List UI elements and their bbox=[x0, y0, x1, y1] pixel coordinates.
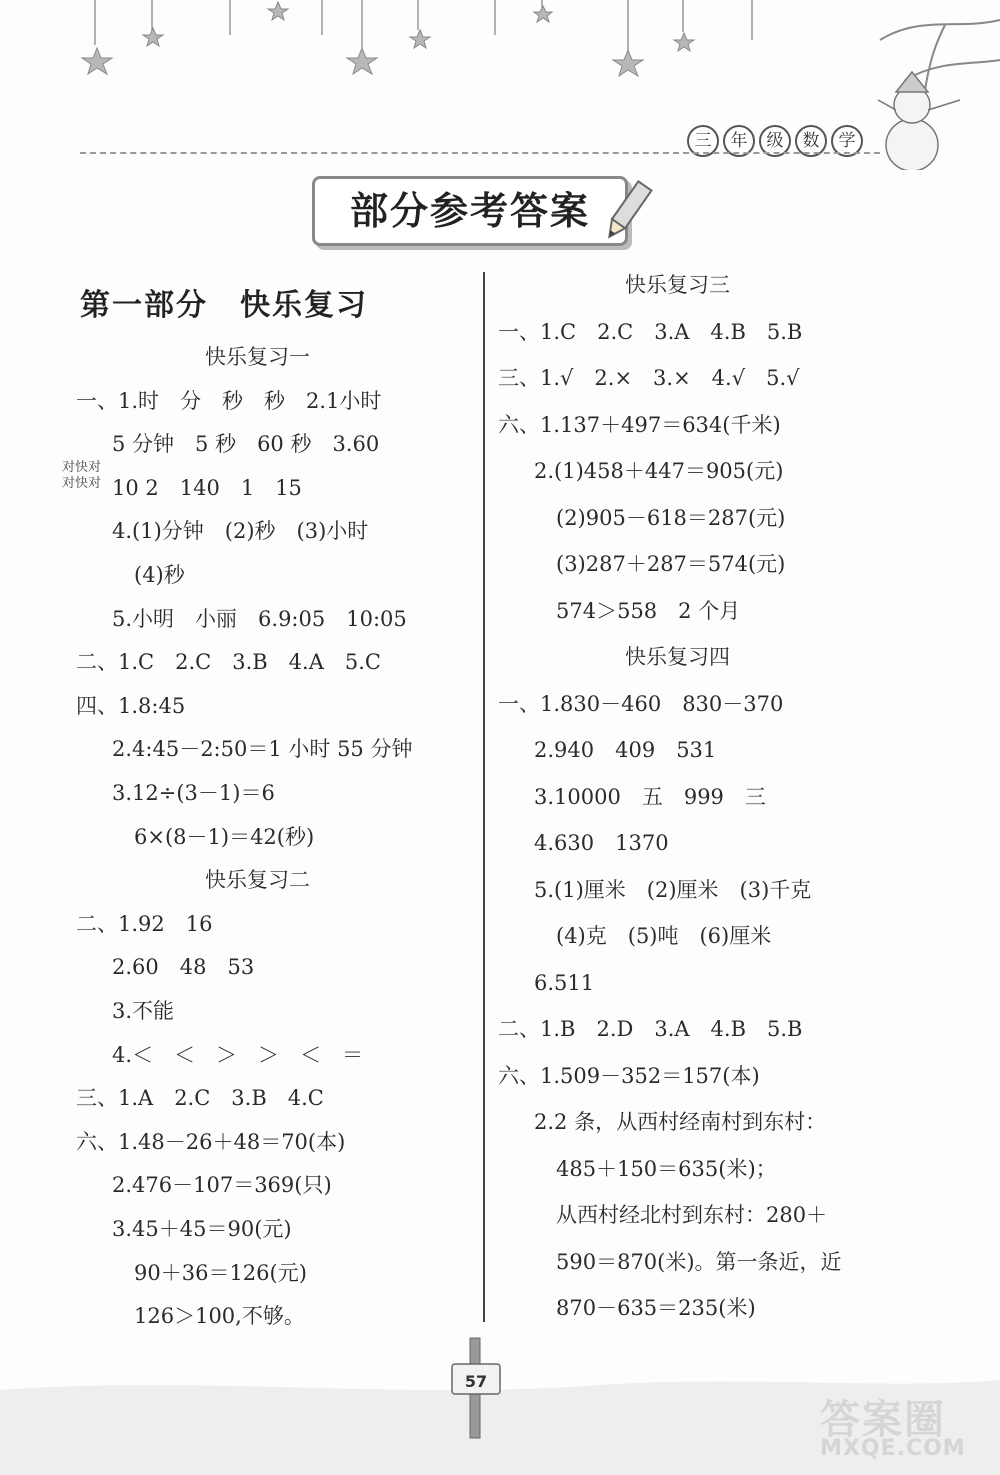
answer-line: 90＋36＝126(元) bbox=[134, 1260, 307, 1285]
answer-line: 六、1.509－352＝157(本) bbox=[498, 1063, 760, 1088]
answer-line: 485＋150＝635(米)； bbox=[556, 1156, 777, 1181]
answer-line: 4.(1)分钟 (2)秒 (3)小时 bbox=[112, 519, 369, 544]
answer-line: 3.10000 五 999 三 bbox=[534, 784, 766, 809]
section-heading: 快乐复习一 bbox=[205, 345, 310, 369]
answer-line: 2.4:45－2:50＝1 小时 55 分钟 bbox=[112, 737, 413, 762]
answer-line: 三、1.√ 2.× 3.× 4.√ 5.√ bbox=[498, 366, 800, 390]
badge-char: 年 bbox=[723, 125, 755, 157]
answer-line: 2.60 48 53 bbox=[112, 955, 255, 980]
section-heading: 快乐复习三 bbox=[625, 273, 730, 297]
answer-line: 二、1.B 2.D 3.A 4.B 5.B bbox=[498, 1017, 803, 1041]
answer-line: 一、1.830－460 830－370 bbox=[498, 691, 784, 716]
answer-line: 10 2 140 1 15 bbox=[112, 475, 302, 500]
column-divider bbox=[483, 272, 485, 1322]
answer-line: (4)克 (5)吨 (6)厘米 bbox=[556, 924, 772, 948]
answer-line: 2.2 条，从西村经南村到东村： bbox=[534, 1110, 827, 1134]
watermark-logo: 答案圈 bbox=[820, 1397, 946, 1443]
answer-line: 2.940 409 531 bbox=[534, 738, 717, 762]
answer-line: 二、1.C 2.C 3.B 4.A 5.C bbox=[76, 650, 381, 675]
answer-line: 3.不能 bbox=[112, 999, 175, 1023]
pencil-icon bbox=[598, 178, 654, 248]
section-heading: 快乐复习四 bbox=[625, 645, 730, 669]
page-title: 部分参考答案 bbox=[349, 189, 590, 233]
answer-line: 6.511 bbox=[534, 970, 595, 995]
answer-line: (2)905－618＝287(元) bbox=[556, 505, 786, 530]
answer-line: 三、1.A 2.C 3.B 4.C bbox=[76, 1086, 324, 1111]
answer-line: 126＞100,不够。 bbox=[134, 1304, 305, 1329]
answer-line: 3.45＋45＝90(元) bbox=[112, 1217, 292, 1241]
answer-line: 574＞558 2 个月 bbox=[556, 598, 741, 623]
answer-line: 590＝870(米)。第一条近，近 bbox=[556, 1249, 842, 1274]
badge-char: 级 bbox=[759, 125, 791, 157]
answer-line: 3.12÷(3－1)＝6 bbox=[112, 781, 275, 805]
answer-line: 2.(1)458＋447＝905(元) bbox=[534, 459, 784, 483]
badge-char: 三 bbox=[687, 125, 719, 157]
part-title: 第一部分 快乐复习 bbox=[80, 288, 368, 323]
answer-line: 二、1.92 16 bbox=[76, 911, 213, 936]
answer-line: 一、1.C 2.C 3.A 4.B 5.B bbox=[498, 319, 803, 344]
answer-line: 4.＜ ＜ ＞ ＞ ＜ ＝ bbox=[112, 1042, 364, 1067]
page-number: 57 bbox=[464, 1372, 488, 1391]
answer-line: 5.小明 小丽 6.9:05 10:05 bbox=[112, 606, 407, 631]
watermark-url: MXQE.COM bbox=[820, 1436, 966, 1461]
badge-char: 数 bbox=[795, 125, 827, 157]
title-frame bbox=[312, 176, 628, 246]
answer-line: 四、1.8:45 bbox=[76, 693, 186, 718]
stamp-mark: 对快对 对快对 bbox=[62, 460, 102, 491]
answer-line: (4)秒 bbox=[134, 563, 185, 587]
answer-line: 2.476－107＝369(只) bbox=[112, 1173, 332, 1198]
answer-line: 5.(1)厘米 (2)厘米 (3)千克 bbox=[534, 877, 812, 902]
answer-line: 870－635＝235(米) bbox=[556, 1296, 756, 1320]
answer-line: 4.630 1370 bbox=[534, 831, 669, 855]
answer-line: 5 分钟 5 秒 60 秒 3.60 bbox=[112, 432, 380, 457]
answer-line: (3)287＋287＝574(元) bbox=[556, 552, 786, 576]
answer-line: 6×(8－1)＝42(秒) bbox=[134, 824, 315, 849]
answer-line: 从西村经北村到东村：280＋ bbox=[556, 1203, 828, 1227]
badge-char: 学 bbox=[831, 125, 863, 157]
answer-line: 六、1.48－26＋48＝70(本) bbox=[76, 1129, 346, 1154]
snowman-icon bbox=[878, 72, 960, 170]
header-dashed-rule bbox=[80, 152, 880, 154]
section-heading: 快乐复习二 bbox=[205, 868, 310, 893]
answer-line: 六、1.137＋497＝634(千米) bbox=[498, 412, 781, 437]
answer-line: 一、1.时 分 秒 秒 2.1小时 bbox=[76, 388, 382, 413]
